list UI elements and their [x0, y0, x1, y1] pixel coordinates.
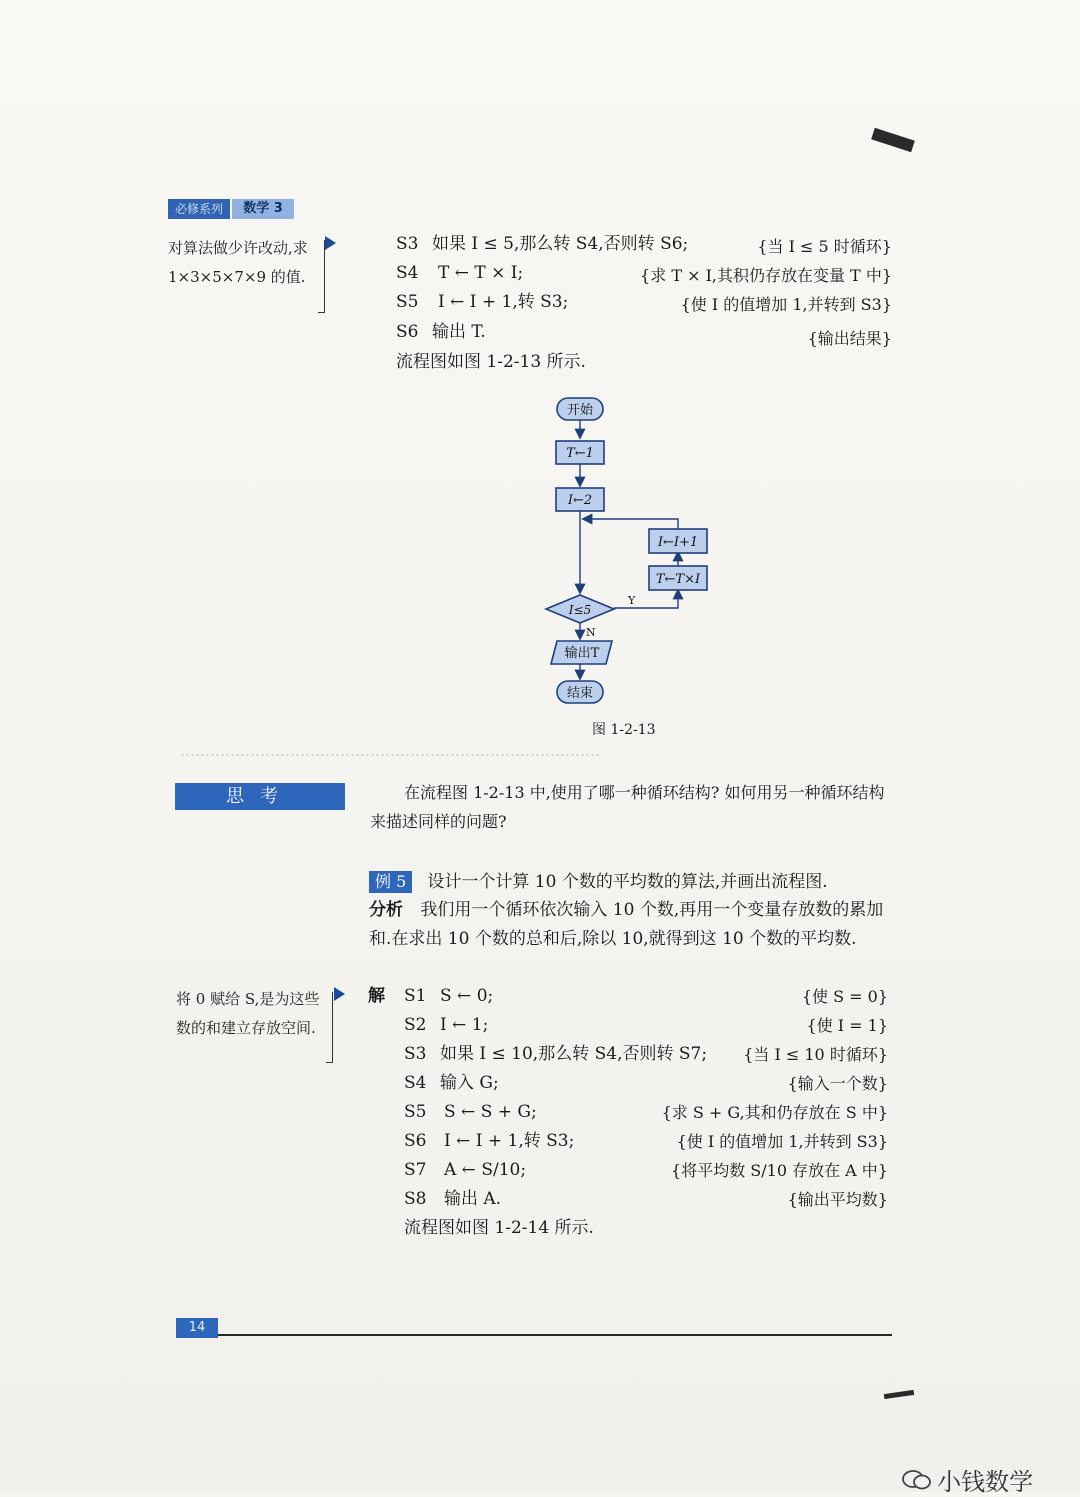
watermark-text: 小钱数学	[937, 1468, 1034, 1496]
ex5-step-label: S7	[404, 1160, 427, 1180]
ex5-step-comment: {使 I = 1}	[806, 1016, 888, 1035]
margin-note-1: 对算法做少许改动,求 1×3×5×7×9 的值.	[168, 239, 308, 286]
yes-label: Y	[628, 594, 636, 607]
algo1-step-label: S5	[396, 292, 419, 312]
footer-rule	[218, 1334, 892, 1336]
ex5-step-comment: {当 I ≤ 10 时循环}	[743, 1045, 888, 1064]
ex5-step-text: I ← 1;	[440, 1015, 489, 1035]
algo1-step-text: 如果 I ≤ 5,那么转 S4,否则转 S6;	[432, 234, 689, 254]
init-i-label: I←2	[567, 493, 593, 508]
example-title: 设计一个计算 10 个数的平均数的算法,并画出流程图.	[427, 872, 828, 892]
ex5-step-label: S4	[404, 1073, 427, 1093]
flow-ref-1: 流程图如图 1-2-13 所示.	[396, 352, 586, 372]
ex5-step-text: A ← S/10;	[444, 1160, 527, 1180]
think-question: 在流程图 1-2-13 中,使用了哪一种循环结构? 如何用另一种循环结构来描述同样的问题?	[370, 783, 885, 831]
think-label: 思考	[175, 783, 345, 810]
ex5-step-comment: {输入一个数}	[787, 1074, 888, 1093]
algo1-step-comment: {当 I ≤ 5 时循环}	[757, 237, 892, 256]
algo1-step-text: 输出 T.	[432, 322, 486, 342]
bleed-through: …………………………………………………………………………	[180, 742, 600, 760]
ex5-step-label: S2	[404, 1015, 427, 1035]
margin-note-2: 将 0 赋给 S,是为这些数的和建立存放空间.	[176, 990, 320, 1037]
ex5-step-label: S5	[404, 1102, 427, 1122]
ex5-step-comment: {求 S + G,其和仍存放在 S 中}	[661, 1103, 888, 1122]
ex5-step-label: S1	[404, 986, 427, 1006]
example-heading	[369, 868, 828, 897]
ex5-step-text: I ← I + 1,转 S3;	[444, 1131, 575, 1151]
ex5-step-text: S ← 0;	[440, 986, 494, 1006]
flowchart	[530, 392, 750, 712]
condition-label: I≤5	[568, 603, 592, 617]
end-label: 结束	[566, 686, 594, 701]
multiply-label: T←T×I	[655, 572, 701, 587]
example-badge: 例 5	[369, 871, 412, 893]
algo1-step-label: S6	[396, 322, 419, 342]
margin-bracket-1	[318, 240, 325, 313]
no-label: N	[586, 626, 596, 639]
ex5-step-text: 如果 I ≤ 10,那么转 S4,否则转 S7;	[440, 1044, 708, 1064]
margin-bracket-2	[326, 992, 333, 1063]
algo1-step-label: S3	[396, 234, 419, 254]
init-t-label: T←1	[566, 446, 594, 461]
ex5-step-comment: {将平均数 S/10 存放在 A 中}	[671, 1161, 888, 1180]
ex5-step-comment: {使 S = 0}	[801, 987, 888, 1006]
analysis-label: 分析	[369, 900, 403, 920]
example-analysis	[369, 896, 891, 954]
output-label: 输出T	[564, 646, 600, 661]
algo1-step-comment: {使 I 的值增加 1,并转到 S3}	[680, 295, 892, 314]
ex5-step-label: S8	[404, 1189, 427, 1209]
ex5-step-label: S6	[404, 1131, 427, 1151]
flow-ref-2: 流程图如图 1-2-14 所示.	[404, 1218, 594, 1238]
algo1-step-comment: {求 T × I,其积仍存放在变量 T 中}	[640, 266, 892, 285]
algo1-step-text: I ← I + 1,转 S3;	[438, 292, 569, 312]
series-tag: 必修系列	[168, 199, 230, 219]
scan-edge-mark	[871, 128, 915, 152]
algo1-step-comment: {输出结果}	[807, 329, 892, 348]
book-tag: 数学 3	[232, 199, 294, 219]
flow-arrow-yes	[614, 591, 678, 608]
scan-edge-mark	[884, 1390, 914, 1399]
analysis-text: 我们用一个循环依次输入 10 个数,再用一个变量存放数的累加和.在求出 10 个数的总和后,除以 10,就得到这 10 个数的平均数.	[369, 900, 884, 949]
ex5-step-text: S ← S + G;	[444, 1102, 537, 1122]
wechat-icon	[902, 1469, 932, 1491]
solution-label: 解	[368, 986, 385, 1006]
algo1-step-label: S4	[396, 263, 419, 283]
ex5-step-comment: {使 I 的值增加 1,并转到 S3}	[676, 1132, 888, 1151]
flow-arrow-loop	[584, 519, 678, 529]
ex5-step-comment: {输出平均数}	[787, 1190, 888, 1209]
flag-icon	[325, 236, 336, 250]
start-label: 开始	[566, 403, 594, 418]
ex5-step-text: 输入 G;	[440, 1073, 499, 1093]
figure-caption: 图 1-2-13	[592, 722, 656, 738]
flag-icon	[334, 987, 345, 1001]
ex5-step-text: 输出 A.	[444, 1189, 502, 1209]
page-number: 14	[176, 1318, 218, 1338]
ex5-step-label: S3	[404, 1044, 427, 1064]
algo1-step-text: T ← T × I;	[438, 263, 524, 283]
increment-label: I←I+1	[657, 535, 699, 550]
